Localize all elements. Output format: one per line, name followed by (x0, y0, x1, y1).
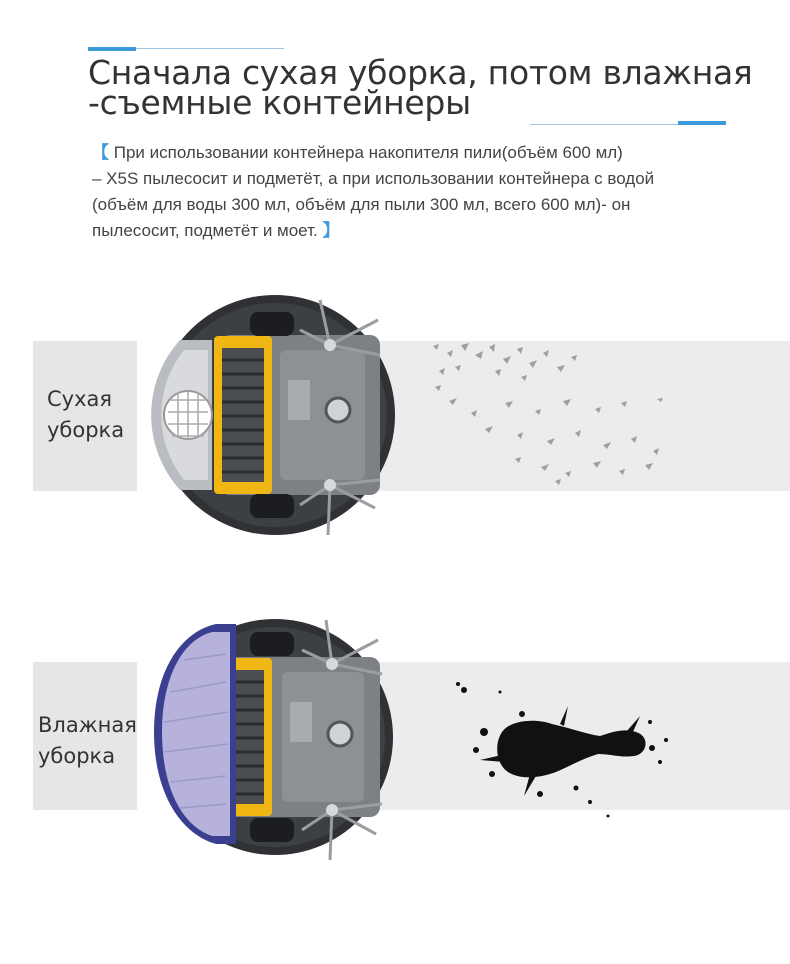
robot-wet-icon (150, 612, 400, 862)
page-title (88, 53, 768, 122)
wet-mode-label: Влажная уборка (38, 713, 137, 768)
page-title-line1: Сначала сухая уборка, потом влажная (88, 53, 753, 92)
description-line3: (объём для воды 300 мл, объём для пыли 300 мл, всего 600 мл)- он (92, 195, 631, 214)
description-line2: – X5S пылесосит и подметёт, а при использовании контейнера с водой (92, 169, 655, 188)
description (92, 140, 752, 244)
open-bracket: 【 (92, 143, 109, 162)
header-rule-top-accent (88, 47, 136, 51)
header-rule-bottom-accent (678, 121, 726, 125)
close-bracket: 】 (322, 221, 340, 240)
dust-particles (425, 341, 685, 491)
page-title-line2: -съемные контейнеры (88, 83, 471, 122)
robot-dry-icon (150, 290, 400, 540)
dry-mode-label: Сухая уборка (47, 387, 125, 442)
description-line4: пылесосит, подметёт и моет. 】 (92, 221, 340, 240)
description-line1: 【 При использовании контейнера накопителя пили(объём 600 мл) (92, 143, 623, 162)
liquid-splash (440, 662, 680, 822)
